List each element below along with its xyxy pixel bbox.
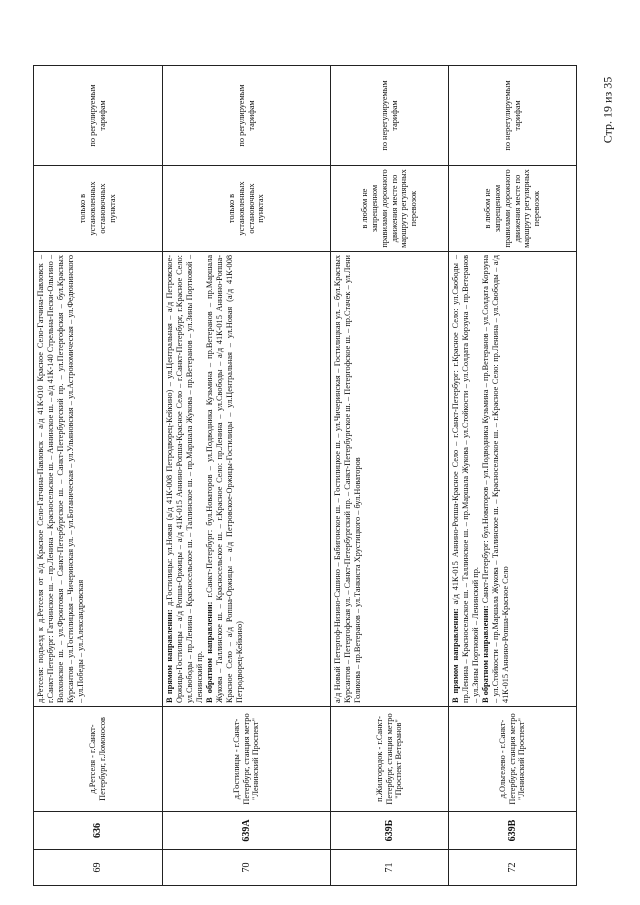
forward-direction-label: В прямом направлении:	[165, 609, 174, 703]
table-row	[34, 66, 163, 886]
reverse-direction-path: г.Санкт-Петербург: бул.Новаторов – ул.Подводника Кузьмина – пр.Ветеранов – пр.Маршала Жукова – Таллинское ш. – Красносельское ш. – г.Красное Село: пр.Ленина – ул.Свободы – а/д 41К-015 Аннино-Ропша-Красное Село – а/д Ропша-Оржицы – а/д Петровское-Оржицы-Гостилицы – ул.Центральная – ул.Новая (а/д 41К-008 Петродворец-Кейкино)	[204, 254, 244, 703]
route-path: а/д Новый Петергоф-Низино-Сашино – Бабигонское ш. – Гостилицкое ш. – ул.Чичеринская – Гостилицкая ул. – бул.Красных Курсантов – Петергофская ул. – Санкт-Петербургский пр. – Санкт-Петербургское ш. – Петергофское ш. – пр.Стачек – ул.Лени Голикова – пр.Ветеранов – ул.Танкиста Хрустицкого – бул.Новаторов	[331, 252, 449, 707]
routes-table	[33, 65, 577, 886]
route-name: д.Гостилицы - г.Санкт-Петербург, станция метро "Ленинский Проспект"	[163, 707, 331, 812]
row-number: 72	[449, 850, 577, 886]
route-name: д.Ретселя - г.Санкт-Петербург, г.Ломоносов	[34, 707, 163, 812]
stop-procedure: только в установленных остановочных пунктах	[163, 166, 331, 252]
route-code: 639А	[163, 812, 331, 850]
row-number: 71	[331, 850, 449, 886]
routes-table-scan	[33, 66, 573, 886]
reverse-direction-label: В обратном направлении:	[204, 601, 214, 703]
stop-procedure: в любом не запрещенном правилами дорожного движения месте по маршруту регулярных перевозок	[449, 166, 577, 252]
rotated-page	[33, 66, 573, 886]
table-row	[331, 66, 449, 886]
route-path: д.Ретселя: подъезд к д.Ретселя от а/д Красное Село-Гатчина-Павловск – а/д 41К-010 Красное Село-Гатчина-Павловск – г.Санкт-Петербург: Гатчинское ш. – пр.Ленина – Красносельское ш. – Аннинское ш. – а/д 41К-140 Стрельна-Пески-Ольгино – Волхонское ш. – ул.Фронтовая – Санкт-Петербургское ш. – Санкт-Петербургский пр. – ул.Петергофская – бул.Красных Курсантов – ул.Гостилицкая – Чичеринская ул. – ул.Ботаническая – ул.Ульяновская – ул.Астрономическая – ул.Федюнинского – ул.Победы – ул.Александровская	[34, 252, 163, 707]
page-number-text: Стр. 19 из 35	[600, 76, 615, 144]
tariff-type: по нерегулируемым тарифам	[331, 66, 449, 166]
tariff-type: по нерегулируемым тарифам	[449, 66, 577, 166]
route-name: п.Жилгородок - г.Санкт-Петербург, станция метро "Проспект Ветеранов"	[331, 707, 449, 812]
forward-direction-label: В прямом направлении:	[451, 608, 460, 703]
table-row	[163, 66, 331, 886]
route-code: 639В	[449, 812, 577, 850]
route-name: д.Ольгелево - г.Санкт-Петербург, станция метро "Ленинский Проспект"	[449, 707, 577, 812]
tariff-type: по регулируемым тарифам	[34, 66, 163, 166]
row-number: 69	[34, 850, 163, 886]
route-path	[163, 252, 331, 707]
row-number: 70	[163, 850, 331, 886]
table-row	[449, 66, 577, 886]
reverse-direction-path: Санкт-Петербург: бул.Новаторов – ул.Подводника Кузьмина – пр.Ветеранов – ул.Солдата Корзуна – ул.Стойкости – пр.Маршала Жукова – Таллинское ш. – Красносельское ш. – г.Красное Село: пр.Ленина – ул.Свободы – а/д 41К-015 Аннино-Ропша-Красное Село	[480, 254, 510, 703]
forward-direction-path: д.Гостилицы: ул.Новая (а/д 41К-008 Петродворец-Кейкино) – ул.Центральная – а/д Петровское-Оржицы-Гостилицы – а/д Ропша-Оржицы – а/д 41К-015 Аннино-Ропша-Красное Село – г.Санкт-Петербург, г.Красное Село: ул.Свободы – пр.Ленина – Красносельское ш. – Таллинское ш. – пр.Маршала Жукова – пр.Ветеранов – ул.Зины Портновой – Ленинский пр.	[165, 255, 204, 703]
stop-procedure: только в установленных остановочных пунктах	[34, 166, 163, 252]
stop-procedure: в любом не запрещенном правилами дорожного движения месте по маршруту регулярных перевозок	[331, 166, 449, 252]
reverse-direction-label: В обратном направлении:	[480, 605, 490, 703]
route-path	[449, 252, 577, 707]
forward-direction-path: а/д 41К-015 Аннино-Ропша-Красное Село – г.Санкт-Петербург: г.Красное Село: ул.Свободы – пр.Ленина – Красносельское ш. – Таллинское ш. – пр.Маршала Жукова – ул.Стойкости – ул.Солдата Корзуна – пр.Ветеранов – ул.Зины Портновой – Ленинский пр.	[451, 255, 480, 703]
page-number	[600, 40, 616, 180]
tariff-type: по регулируемым тарифам	[163, 66, 331, 166]
route-code: 639Б	[331, 812, 449, 850]
route-code: 636	[34, 812, 163, 850]
